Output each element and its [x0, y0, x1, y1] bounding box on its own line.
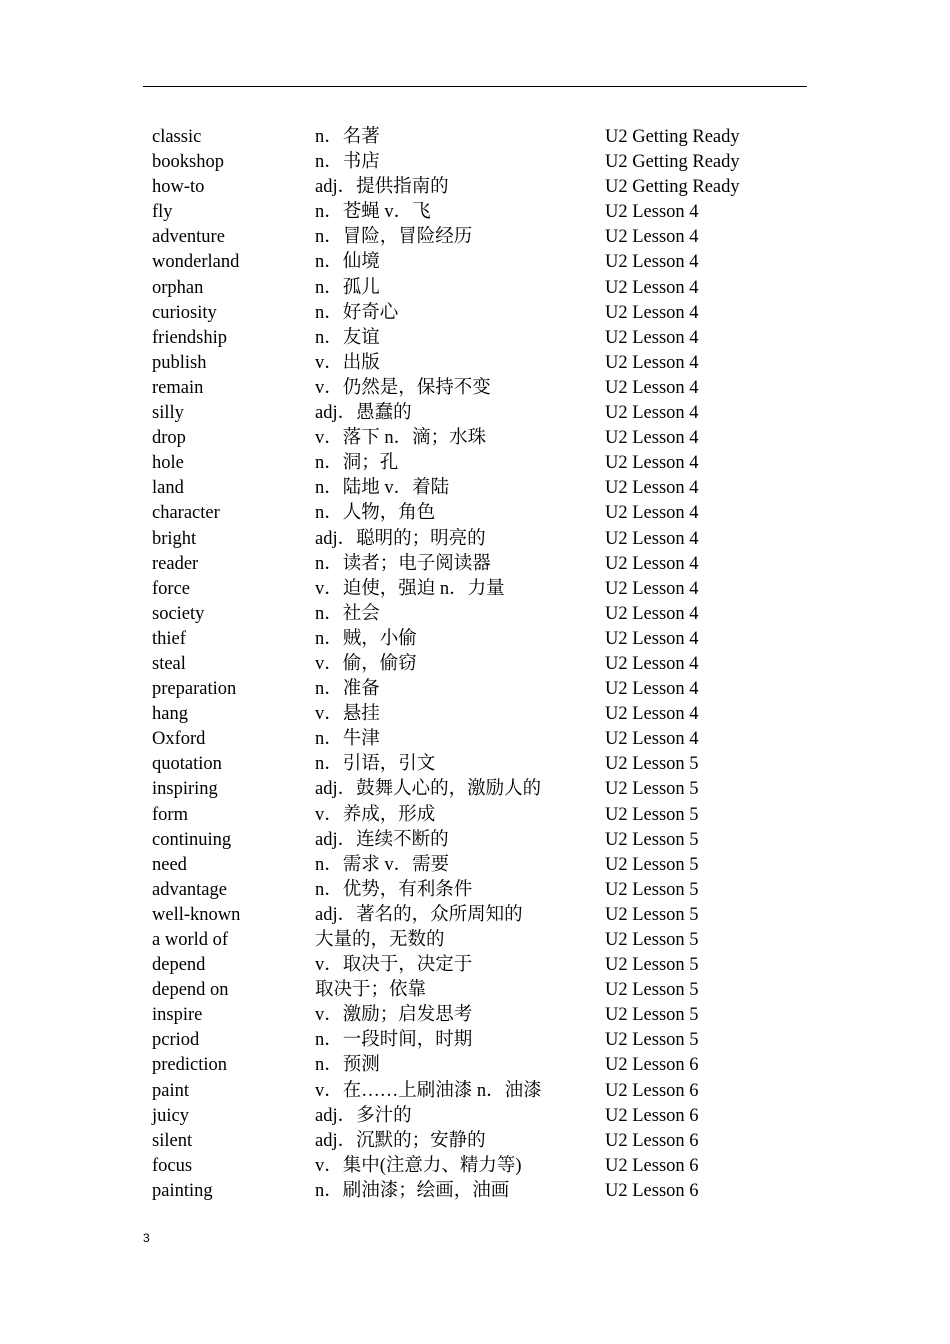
vocab-unit: U2 Lesson 6: [605, 1105, 699, 1126]
vocab-row: [152, 426, 802, 451]
vocab-row: [152, 150, 802, 175]
vocab-word: painting: [152, 1180, 213, 1201]
vocab-meaning: v．集中(注意力、精力等): [315, 1155, 522, 1176]
vocab-meaning: v．迫使，强迫 n．力量: [315, 578, 505, 599]
vocab-word: well-known: [152, 904, 241, 925]
vocab-word: a world of: [152, 930, 229, 950]
vocab-meaning: n．苍蝇 v．飞: [315, 202, 431, 223]
vocab-unit: U2 Getting Ready: [605, 177, 740, 198]
vocab-row: [152, 351, 802, 376]
vocab-meaning: n．读者；电子阅读器: [315, 553, 491, 574]
vocab-word: friendship: [152, 327, 228, 348]
vocab-row: [152, 627, 802, 652]
vocab-unit: U2 Lesson 5: [605, 1005, 699, 1026]
vocab-word: classic: [152, 127, 202, 147]
vocab-row: [152, 376, 802, 401]
vocab-row: [152, 326, 802, 351]
vocab-word: depend: [152, 955, 206, 976]
vocab-unit: U2 Lesson 4: [605, 352, 699, 373]
vocab-word: inspiring: [152, 779, 218, 800]
vocab-row: [152, 602, 802, 627]
vocab-unit: U2 Lesson 6: [605, 1130, 699, 1151]
vocab-meaning: adj．鼓舞人心的，激励人的: [315, 779, 542, 800]
vocab-unit: U2 Lesson 5: [605, 754, 699, 775]
vocab-row: [152, 878, 802, 903]
vocab-meaning: adj．聪明的；明亮的: [315, 528, 486, 549]
vocab-row: [152, 401, 802, 426]
vocab-row: [152, 1104, 802, 1129]
vocab-word: bookshop: [152, 152, 224, 173]
vocab-meaning: n．仙境: [315, 252, 380, 273]
vocab-meaning: v．在……上刷油漆 n．油漆: [315, 1080, 542, 1101]
vocab-unit: U2 Lesson 4: [605, 478, 699, 499]
vocab-word: steal: [152, 653, 186, 674]
vocab-unit: U2 Lesson 5: [605, 1030, 699, 1051]
vocab-meaning: v．取决于，决定于: [315, 955, 473, 976]
vocab-unit: U2 Lesson 4: [605, 679, 699, 700]
vocab-row: [152, 903, 802, 928]
vocab-meaning: n．优势，有利条件: [315, 879, 473, 900]
vocab-unit: U2 Lesson 4: [605, 453, 699, 474]
vocab-unit: U2 Lesson 5: [605, 904, 699, 925]
vocab-word: form: [152, 804, 188, 825]
vocab-unit: U2 Lesson 5: [605, 854, 699, 875]
vocab-unit: U2 Lesson 4: [605, 227, 699, 248]
vocab-unit: U2 Lesson 6: [605, 1180, 699, 1201]
vocab-meaning: v．悬挂: [315, 704, 380, 725]
vocab-row: [152, 1154, 802, 1179]
vocab-unit: U2 Lesson 4: [605, 578, 699, 599]
vocab-meaning: n．需求 v．需要: [315, 854, 450, 875]
vocab-row: [152, 1129, 802, 1154]
vocab-meaning: n．引语，引文: [315, 754, 436, 775]
vocab-row: [152, 853, 802, 878]
page-number: 3: [143, 1231, 150, 1245]
vocab-unit: U2 Lesson 5: [605, 829, 699, 850]
vocab-unit: U2 Lesson 4: [605, 327, 699, 348]
vocab-row: [152, 552, 802, 577]
vocab-meaning: v．激励；启发思考: [315, 1005, 473, 1026]
vocab-meaning: v．养成，形成: [315, 804, 436, 825]
vocab-word: preparation: [152, 679, 237, 700]
vocab-row: [152, 451, 802, 476]
vocab-word: silent: [152, 1130, 193, 1151]
vocab-unit: U2 Lesson 4: [605, 302, 699, 323]
vocab-row: [152, 1053, 802, 1078]
vocab-row: [152, 1079, 802, 1104]
vocab-row: [152, 527, 802, 552]
vocab-meaning: v．仍然是，保持不变: [315, 377, 491, 398]
vocab-meaning: 取决于；依靠: [315, 980, 427, 1001]
vocab-word: how-to: [152, 177, 205, 198]
vocab-word: juicy: [152, 1105, 189, 1126]
vocab-word: society: [152, 603, 205, 624]
vocab-word: quotation: [152, 754, 222, 775]
vocab-unit: U2 Lesson 4: [605, 553, 699, 574]
vocab-word: thief: [152, 628, 186, 649]
vocab-row: [152, 702, 802, 727]
vocab-row: [152, 577, 802, 602]
vocab-unit: U2 Lesson 5: [605, 930, 699, 950]
vocab-row: [152, 677, 802, 702]
vocab-row: [152, 652, 802, 677]
vocab-meaning: adj．愚蠢的: [315, 403, 412, 424]
vocab-row: [152, 777, 802, 802]
vocab-unit: U2 Lesson 4: [605, 403, 699, 424]
vocab-word: need: [152, 854, 187, 875]
vocab-meaning: n．准备: [315, 679, 380, 700]
vocab-word: continuing: [152, 829, 232, 850]
vocab-unit: U2 Lesson 4: [605, 704, 699, 725]
vocab-unit: U2 Lesson 4: [605, 277, 699, 298]
header-rule: [143, 86, 807, 87]
vocab-row: [152, 1028, 802, 1053]
vocab-meaning: v．出版: [315, 352, 380, 373]
vocab-meaning: n．社会: [315, 603, 380, 624]
vocab-meaning: n．友谊: [315, 327, 380, 348]
vocab-meaning: v．落下 n．滴；水珠: [315, 428, 487, 449]
vocab-meaning: n．刷油漆；绘画，油画: [315, 1180, 510, 1201]
vocab-meaning: n．陆地 v．着陆: [315, 478, 450, 499]
vocab-unit: U2 Lesson 4: [605, 628, 699, 649]
vocab-meaning: n．洞；孔: [315, 453, 399, 474]
vocab-word: silly: [152, 403, 184, 424]
vocab-unit: U2 Getting Ready: [605, 152, 740, 173]
vocab-word: force: [152, 578, 190, 599]
vocab-word: Oxford: [152, 729, 206, 750]
vocab-unit: U2 Lesson 4: [605, 252, 699, 273]
vocab-unit: U2 Lesson 4: [605, 603, 699, 624]
vocab-meaning: adj．连续不断的: [315, 829, 449, 850]
vocab-row: [152, 803, 802, 828]
vocab-word: orphan: [152, 277, 204, 298]
vocab-word: fly: [152, 202, 173, 223]
vocab-meaning: v．偷，偷窃: [315, 653, 417, 674]
vocab-unit: U2 Lesson 5: [605, 879, 699, 900]
vocab-unit: U2 Lesson 4: [605, 528, 699, 549]
vocab-row: [152, 225, 802, 250]
vocab-word: prediction: [152, 1055, 228, 1076]
vocab-unit: U2 Lesson 4: [605, 729, 699, 750]
vocab-meaning: adj．多汁的: [315, 1105, 412, 1126]
vocab-meaning: adj．提供指南的: [315, 177, 449, 198]
vocab-word: depend on: [152, 980, 229, 1001]
vocab-meaning: 大量的，无数的: [315, 930, 445, 950]
vocab-row: [152, 200, 802, 225]
vocab-unit: U2 Getting Ready: [605, 127, 740, 147]
vocab-row: [152, 928, 802, 953]
vocab-meaning: n．好奇心: [315, 302, 399, 323]
vocab-meaning: n．孤儿: [315, 277, 380, 298]
vocab-row: [152, 1179, 802, 1204]
vocab-word: adventure: [152, 227, 225, 248]
vocab-row: [152, 953, 802, 978]
vocab-row: [152, 175, 802, 200]
vocab-row: [152, 828, 802, 853]
vocab-unit: U2 Lesson 5: [605, 955, 699, 976]
vocab-row: [152, 250, 802, 275]
vocab-unit: U2 Lesson 4: [605, 428, 699, 449]
vocab-word: reader: [152, 553, 199, 574]
vocab-word: paint: [152, 1080, 189, 1101]
vocab-unit: U2 Lesson 4: [605, 202, 699, 223]
vocab-word: advantage: [152, 879, 227, 900]
vocab-word: remain: [152, 377, 204, 398]
vocab-row: [152, 276, 802, 301]
vocab-meaning: n．贼，小偷: [315, 628, 417, 649]
vocab-row: [152, 125, 802, 150]
vocab-row: [152, 476, 802, 501]
vocab-unit: U2 Lesson 4: [605, 377, 699, 398]
vocab-meaning: n．人物，角色: [315, 503, 436, 524]
vocab-unit: U2 Lesson 4: [605, 653, 699, 674]
vocab-row: [152, 301, 802, 326]
vocab-word: pcriod: [152, 1030, 200, 1051]
vocab-meaning: n．冒险，冒险经历: [315, 227, 473, 248]
vocab-row: [152, 727, 802, 752]
vocab-unit: U2 Lesson 5: [605, 980, 699, 1001]
vocab-word: wonderland: [152, 252, 240, 273]
vocab-meaning: n．名著: [315, 127, 380, 147]
vocab-unit: U2 Lesson 5: [605, 804, 699, 825]
vocab-row: [152, 501, 802, 526]
vocab-row: [152, 978, 802, 1003]
vocab-meaning: n．一段时间，时期: [315, 1030, 473, 1051]
vocab-unit: U2 Lesson 5: [605, 779, 699, 800]
vocab-row: [152, 752, 802, 777]
vocab-word: bright: [152, 528, 197, 549]
vocab-word: inspire: [152, 1005, 203, 1026]
vocab-word: land: [152, 478, 184, 499]
vocab-meaning: n．书店: [315, 152, 380, 173]
vocabulary-list: [152, 125, 802, 1204]
vocab-word: focus: [152, 1155, 193, 1176]
vocab-unit: U2 Lesson 6: [605, 1055, 699, 1076]
vocab-word: curiosity: [152, 302, 217, 323]
vocab-meaning: n．牛津: [315, 729, 380, 750]
vocab-unit: U2 Lesson 6: [605, 1080, 699, 1101]
vocab-word: character: [152, 503, 220, 524]
vocab-word: hang: [152, 704, 188, 725]
vocab-meaning: adj．著名的，众所周知的: [315, 904, 523, 925]
vocab-row: [152, 1003, 802, 1028]
vocab-word: drop: [152, 428, 186, 449]
vocab-word: hole: [152, 453, 184, 474]
vocab-unit: U2 Lesson 4: [605, 503, 699, 524]
vocab-meaning: n．预测: [315, 1055, 380, 1076]
vocab-word: publish: [152, 352, 207, 373]
vocab-unit: U2 Lesson 6: [605, 1155, 699, 1176]
vocab-meaning: adj．沉默的；安静的: [315, 1130, 486, 1151]
